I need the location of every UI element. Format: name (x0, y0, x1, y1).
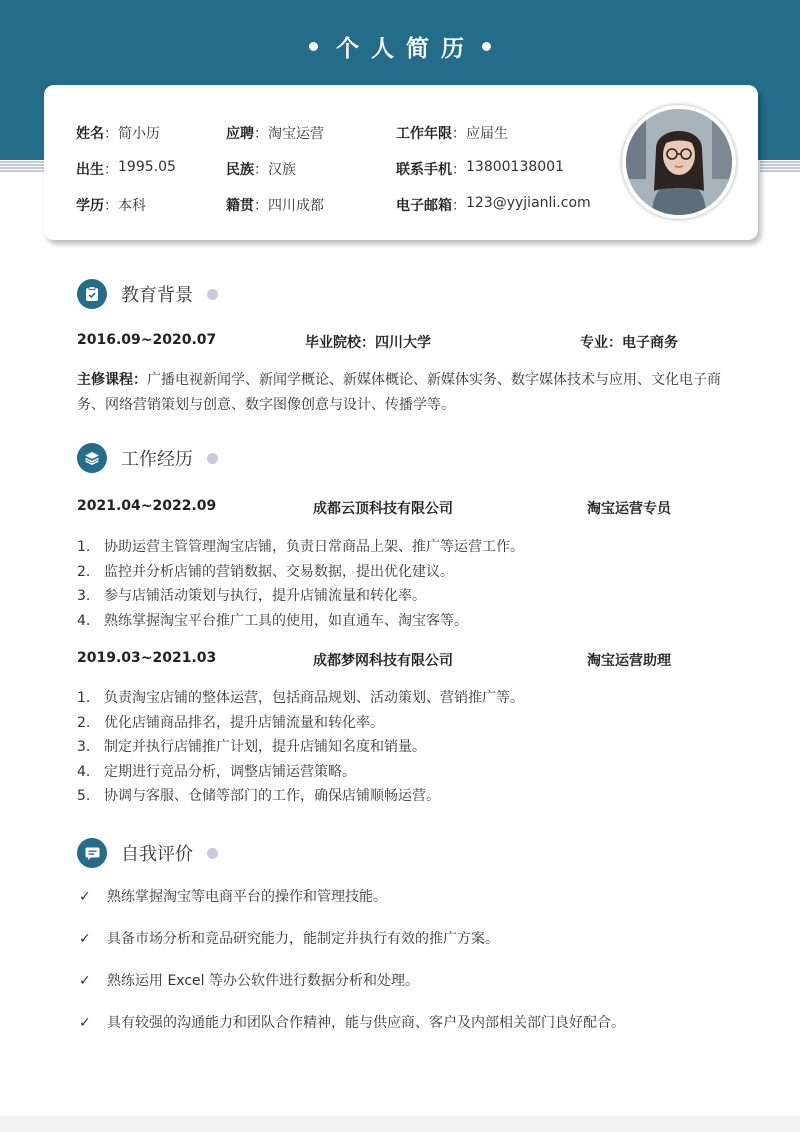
education-school: 毕业院校：四川大学 (305, 335, 431, 351)
profile-name: 姓名 ： 简小历 (76, 126, 160, 142)
list-item: 3. 制定并执行店铺推广计划，提升店铺知名度和销量。 (77, 739, 426, 755)
list-item: 4. 熟练掌握淘宝平台推广工具的使用，如直通车、淘宝客等。 (77, 612, 468, 629)
list-item: 2. 优化店铺商品排名，提升店铺流量和转化率。 (77, 714, 384, 731)
section-title: 工作经历 (121, 449, 193, 470)
courses-text: 广播电视新闻学、新闻学概论、新媒体概论、新媒体实务、数字媒体技术与应用、文化电子商务、网络营销策划与创意、数字图像创意与设计、传播学等。 (77, 372, 721, 413)
list-item: ✓ 具备市场分析和竞品研究能力，能制定并执行有效的推广方案。 (79, 928, 739, 970)
section-self-eval-header (77, 838, 218, 868)
profile-ethnicity: 民族 ： 汉族 (226, 162, 296, 178)
profile-education: 学历 ： 本科 (76, 198, 146, 214)
job-company: 成都梦网科技有限公司 (313, 653, 453, 669)
list-item: ✓ 具有较强的沟通能力和团队合作精神，能与供应商、客户及内部相关部门良好配合。 (79, 1012, 739, 1054)
section-dot (207, 848, 218, 859)
education-major: 专业：电子商务 (580, 335, 678, 351)
profile-phone: 联系手机 ： 13800138001 (396, 159, 564, 178)
profile-hometown: 籍贯 ： 四川成都 (226, 198, 324, 214)
education-period: 2016.09~2020.07 (77, 332, 217, 348)
profile-experience: 工作年限 ： 应届生 (396, 126, 508, 142)
profile-position: 应聘 ： 淘宝运营 (226, 126, 324, 142)
list-item: ✓ 熟练运用 Excel 等办公软件进行数据分析和处理。 (79, 970, 739, 1012)
profile-birth: 出生 ： 1995.05 (76, 159, 176, 178)
section-education-header (77, 279, 218, 309)
list-item: 3. 参与店铺活动策划与执行，提升店铺流量和转化率。 (77, 588, 426, 604)
job-position: 淘宝运营助理 (587, 653, 671, 669)
check-icon: ✓ (79, 931, 91, 947)
profile-email: 电子邮箱 ： 123@yyjianli.com (396, 195, 591, 214)
check-icon: ✓ (79, 973, 91, 989)
section-title: 自我评价 (121, 844, 193, 865)
courses-label: 主修课程： (77, 372, 147, 388)
job-company: 成都云顶科技有限公司 (313, 501, 453, 517)
profile-card (44, 85, 758, 240)
avatar (622, 105, 736, 219)
profile-row (76, 195, 626, 215)
section-dot (207, 453, 218, 464)
chat-icon (77, 838, 107, 868)
clipboard-icon (77, 279, 107, 309)
title-dot-left (309, 42, 318, 51)
check-icon: ✓ (79, 889, 91, 905)
self-eval-list (79, 886, 739, 1054)
job-period: 2021.04~2022.09 (77, 498, 217, 514)
section-dot (207, 289, 218, 300)
page-title: 个人简历 (336, 36, 476, 62)
education-courses (77, 368, 729, 418)
resume-title (0, 30, 800, 63)
title-dot-right (482, 42, 491, 51)
check-icon: ✓ (79, 1015, 91, 1031)
profile-row (76, 159, 626, 179)
job-position: 淘宝运营专员 (587, 501, 671, 517)
decor-stripe-right (760, 160, 800, 172)
layers-icon (77, 443, 107, 473)
profile-row (76, 123, 626, 143)
section-work-header (77, 443, 218, 473)
list-item: 4. 定期进行竞品分析，调整店铺运营策略。 (77, 763, 356, 780)
job-period: 2019.03~2021.03 (77, 650, 217, 666)
list-item: 1. 协助运营主管管理淘宝店铺，负责日常商品上架、推广等运营工作。 (77, 539, 524, 555)
list-item: ✓ 熟练掌握淘宝等电商平台的操作和管理技能。 (79, 886, 739, 928)
list-item: 5. 协调与客服、仓储等部门的工作，确保店铺顺畅运营。 (77, 788, 440, 804)
job-duties (77, 686, 737, 809)
job-duties (77, 535, 737, 633)
list-item: 2. 监控并分析店铺的营销数据、交易数据，提出优化建议。 (77, 563, 454, 580)
list-item: 1. 负责淘宝店铺的整体运营，包括商品规划、活动策划、营销推广等。 (77, 690, 524, 706)
footer-strip (0, 1116, 800, 1132)
decor-stripe-left (0, 160, 48, 172)
section-title: 教育背景 (121, 285, 193, 306)
